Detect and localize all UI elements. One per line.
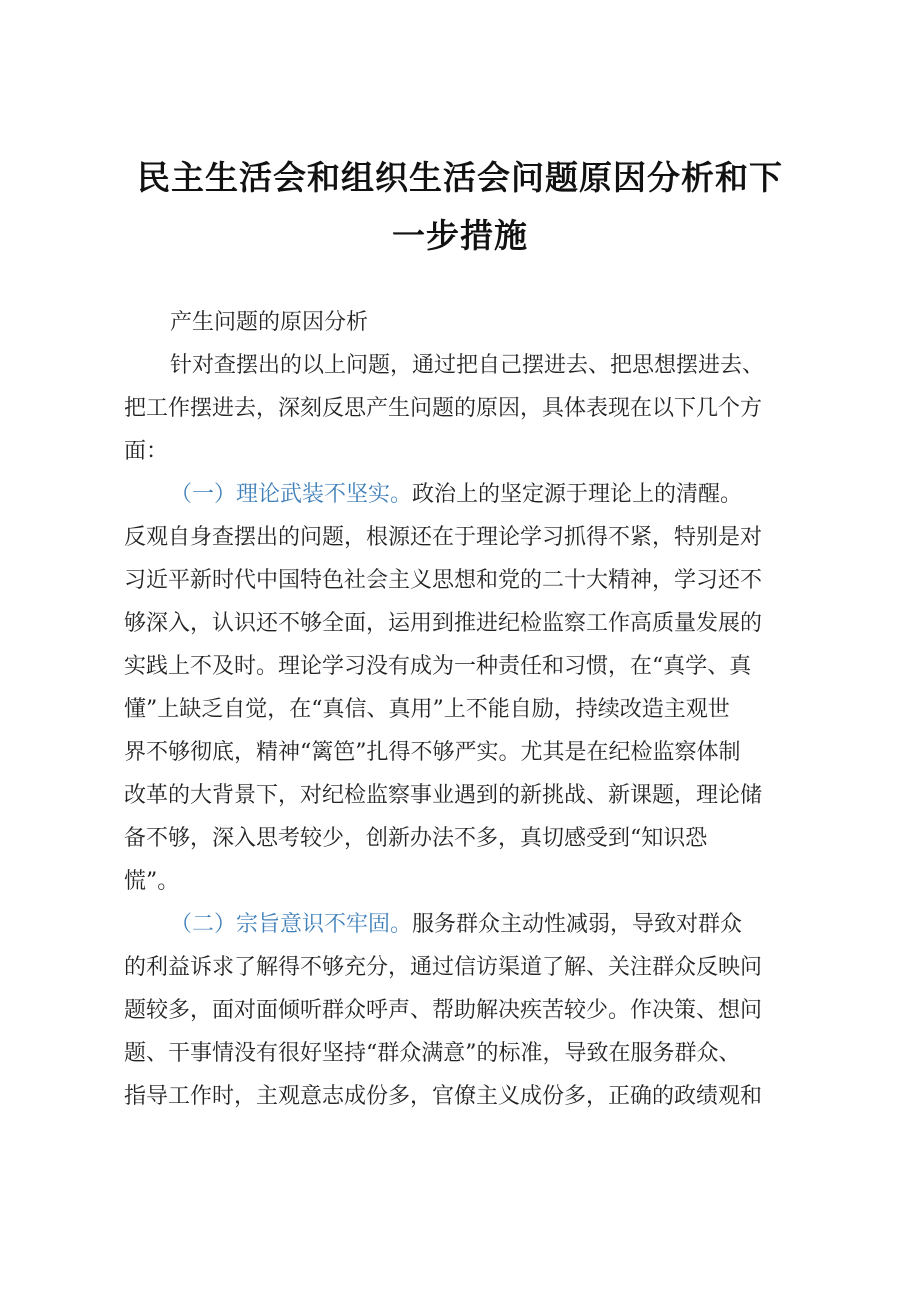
paragraph-line: 慌”。: [124, 869, 180, 894]
document-title-line-2: 一步措施: [392, 216, 528, 255]
paragraph-line: 面：: [124, 439, 169, 464]
paragraph-line: 题、干事情没有很好坚持“群众满意”的标准，导致在服务群众、: [124, 1041, 741, 1066]
paragraph-line: 备不够，深入思考较少，创新办法不多，真切感受到“知识恐: [124, 826, 708, 851]
paragraph-text: 政治上的坚定源于理论上的清醒。: [412, 482, 743, 507]
paragraph-line: 反观自身查摆出的问题，根源还在于理论学习抓得不紧，特别是对: [124, 525, 763, 550]
paragraph-line: 界不够彻底，精神“篱笆”扎得不够严实。尤其是在纪检监察体制: [124, 740, 741, 765]
paragraph-line: 把工作摆进去，深刻反思产生问题的原因，具体表现在以下几个方: [124, 396, 763, 421]
document-title-line-1: 民主生活会和组织生活会问题原因分析和下: [137, 158, 783, 197]
paragraph-line: 指导工作时，主观意志成份多，官僚主义成份多，正确的政绩观和: [124, 1084, 763, 1109]
section-heading: 产生问题的原因分析: [170, 310, 369, 335]
subheading-purpose: （二）宗旨意识不牢固。: [170, 912, 413, 937]
paragraph-line-with-subheading: [170, 482, 742, 508]
paragraph-line: 的利益诉求了解得不够充分，通过信访渠道了解、关注群众反映问: [124, 955, 763, 980]
paragraph-line: 针对查摆出的以上问题，通过把自己摆进去、把思想摆进去、: [170, 353, 765, 378]
paragraph-line: 改革的大背景下，对纪检监察事业遇到的新挑战、新课题，理论储: [124, 783, 763, 808]
paragraph-text: 服务群众主动性减弱，导致对群众: [412, 912, 743, 937]
paragraph-line: 懂”上缺乏自觉，在“真信、真用”上不能自励，持续改造主观世: [124, 697, 730, 722]
paragraph-line: 实践上不及时。理论学习没有成为一种责任和习惯，在“真学、真: [124, 654, 752, 679]
paragraph-line-with-subheading: [170, 912, 742, 938]
paragraph-line: 题较多，面对面倾听群众呼声、帮助解决疾苦较少。作决策、想问: [124, 998, 763, 1023]
paragraph-line: 习近平新时代中国特色社会主义思想和党的二十大精神，学习还不: [124, 568, 763, 593]
subheading-theory: （一）理论武装不坚实。: [170, 482, 413, 507]
paragraph-line: 够深入，认识还不够全面，运用到推进纪检监察工作高质量发展的: [124, 611, 763, 636]
